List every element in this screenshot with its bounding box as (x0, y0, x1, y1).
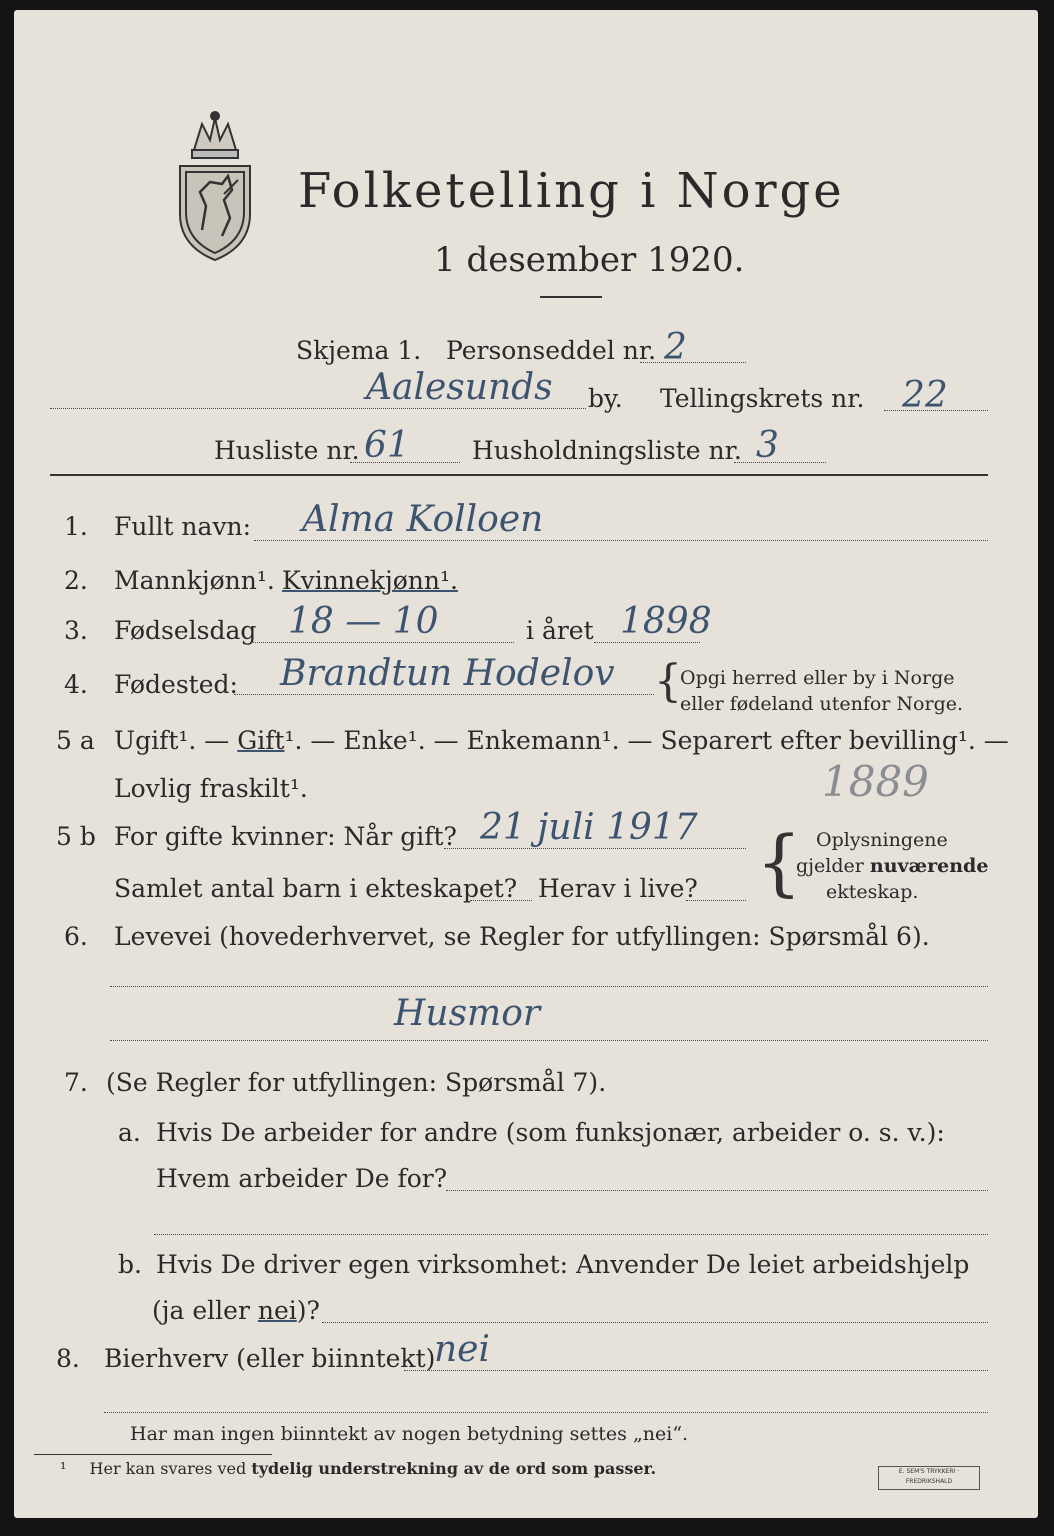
husholdning-line (734, 462, 826, 463)
q5b-label: For gifte kvinner: Når gift? (114, 822, 457, 851)
city-line (50, 408, 586, 409)
q5b-line (444, 848, 746, 849)
q7-number: 7. (64, 1068, 88, 1097)
husholdning-number[interactable]: 3 (756, 425, 779, 466)
q5b-note-line1: Oplysningene (816, 829, 948, 851)
q5a-married-option[interactable]: Gift (237, 726, 285, 755)
q1-label: Fullt navn: (114, 512, 252, 541)
q4-number: 4. (64, 670, 88, 699)
q7a-answer-line1[interactable] (446, 1190, 988, 1191)
q5b-note-gjelder: gjelder (796, 855, 864, 877)
personseddel-label: Personseddel nr. (446, 336, 657, 365)
q3-birthday-value[interactable]: 18 — 10 (288, 601, 439, 642)
husliste-line (350, 462, 460, 463)
q2-number: 2. (64, 566, 88, 595)
q4-note-line2: eller fødeland utenfor Norge. (680, 693, 964, 715)
footnote-text-b: tydelig understrekning av de ord som passer. (251, 1459, 657, 1478)
q4-label: Fødested: (114, 670, 238, 699)
q5a-number: 5 a (56, 726, 95, 755)
census-form-sheet (14, 10, 1038, 1518)
q7b-line2 (152, 1296, 320, 1326)
q5b-note-line2 (796, 854, 988, 878)
q1-line (254, 540, 988, 541)
q5b-children-line (470, 900, 532, 901)
q1-number: 1. (64, 512, 88, 541)
q2-male-option[interactable]: Mannkjønn¹. (114, 566, 275, 595)
q4-birthplace-value[interactable]: Brandtun Hodelov (280, 653, 615, 694)
title-divider (540, 296, 602, 298)
tellingskrets-number[interactable]: 22 (902, 375, 948, 416)
q4-line (234, 694, 654, 695)
q6-occupation-value[interactable]: Husmor (394, 993, 541, 1034)
q6-line2 (110, 1040, 988, 1041)
husholdning-label: Husholdningsliste nr. (472, 436, 742, 465)
by-label: by. (588, 384, 623, 413)
q3-year-value[interactable]: 1898 (620, 601, 712, 642)
q2-female-selected: Kvinnekjønn¹. (282, 566, 458, 595)
q3-label: Fødselsdag (114, 616, 257, 645)
tellingskrets-line (884, 410, 988, 411)
form-title: Folketelling i Norge (298, 163, 845, 219)
q6-label: Levevei (hovederhvervet, se Regler for utfyllingen: Spørsmål 6). (114, 922, 930, 951)
q8-label: Bierhverv (eller biinntekt) (104, 1344, 436, 1373)
q4-note-line1: Opgi herred eller by i Norge (680, 667, 955, 689)
q5a-option-line (114, 726, 1009, 756)
q3-year-label: i året (526, 616, 594, 645)
q7b-close: )? (296, 1296, 320, 1325)
footnote (60, 1458, 656, 1480)
personseddel-number[interactable]: 2 (664, 327, 687, 368)
personseddel-line (640, 362, 746, 363)
q5b-alive-label: Herav i live? (538, 874, 698, 903)
footnote-mark: ¹ (60, 1459, 67, 1478)
q7-label: (Se Regler for utfyllingen: Spørsmål 7). (106, 1068, 607, 1097)
q4-brace: { (654, 656, 682, 707)
q5b-note-line3: ekteskap. (826, 881, 919, 903)
q7b-no-selected[interactable]: nei (257, 1296, 297, 1325)
q5b-marriage-date-value[interactable]: 21 juli 1917 (480, 807, 698, 848)
q6-line1 (110, 986, 988, 987)
city-value[interactable]: Aalesunds (366, 367, 553, 408)
printer-stamp-text: E. SEM'S TRYKKERI · FREDRIKSHALD (898, 1468, 960, 1485)
q5b-alive-line (686, 900, 746, 901)
q7a-letter: a. (118, 1118, 141, 1147)
header-divider (50, 474, 988, 476)
q5b-note-current: nuværende (869, 855, 989, 877)
q3-line (250, 642, 514, 643)
q5a-unmarried-option[interactable]: Ugift¹. — (114, 726, 230, 755)
form-date: 1 desember 1920. (434, 240, 745, 280)
q3-year-line (594, 642, 700, 643)
q8-side-income-value[interactable]: nei (434, 1329, 491, 1370)
tellingskrets-label: Tellingskrets nr. (660, 384, 865, 413)
footer-note: Har man ingen biinntekt av nogen betydning settes „nei“. (130, 1423, 689, 1445)
q7a-answer-line2[interactable] (154, 1234, 988, 1235)
q5a-divorced-option[interactable]: Lovlig fraskilt¹. (114, 774, 308, 803)
q8-line1 (404, 1370, 988, 1371)
q5b-number: 5 b (56, 822, 96, 851)
q5b-brace: { (756, 820, 802, 904)
q1-full-name-value[interactable]: Alma Kolloen (302, 499, 544, 540)
husliste-number[interactable]: 61 (364, 425, 410, 466)
q8-line2 (104, 1412, 988, 1413)
q5a-other-options[interactable]: ¹. — Enke¹. — Enkemann¹. — Separert efter bevilling¹. — (284, 726, 1009, 755)
skjema-label: Skjema 1. (296, 336, 422, 365)
q3-number: 3. (64, 616, 88, 645)
footnote-divider (34, 1454, 272, 1455)
q7b-answer-line[interactable] (322, 1322, 988, 1323)
q7a-line2: Hvem arbeider De for? (156, 1164, 448, 1193)
printer-stamp (878, 1466, 980, 1490)
q2-female-option[interactable] (282, 566, 458, 596)
q7b-line1: Hvis De driver egen virksomhet: Anvender De leiet arbeidshjelp (156, 1250, 970, 1279)
q7b-yes-or: (ja eller (152, 1296, 258, 1325)
q5b-children-label: Samlet antal barn i ekteskapet? (114, 874, 518, 903)
footnote-text-a: Her kan svares ved (89, 1459, 247, 1478)
q7b-letter: b. (118, 1250, 142, 1279)
q5a-margin-note: 1889 (822, 757, 929, 806)
husliste-label: Husliste nr. (214, 436, 360, 465)
q8-number: 8. (56, 1344, 80, 1373)
q6-number: 6. (64, 922, 88, 951)
q7a-line1: Hvis De arbeider for andre (som funksjonær, arbeider o. s. v.): (156, 1118, 945, 1147)
norwegian-coat-of-arms-icon (172, 110, 258, 262)
